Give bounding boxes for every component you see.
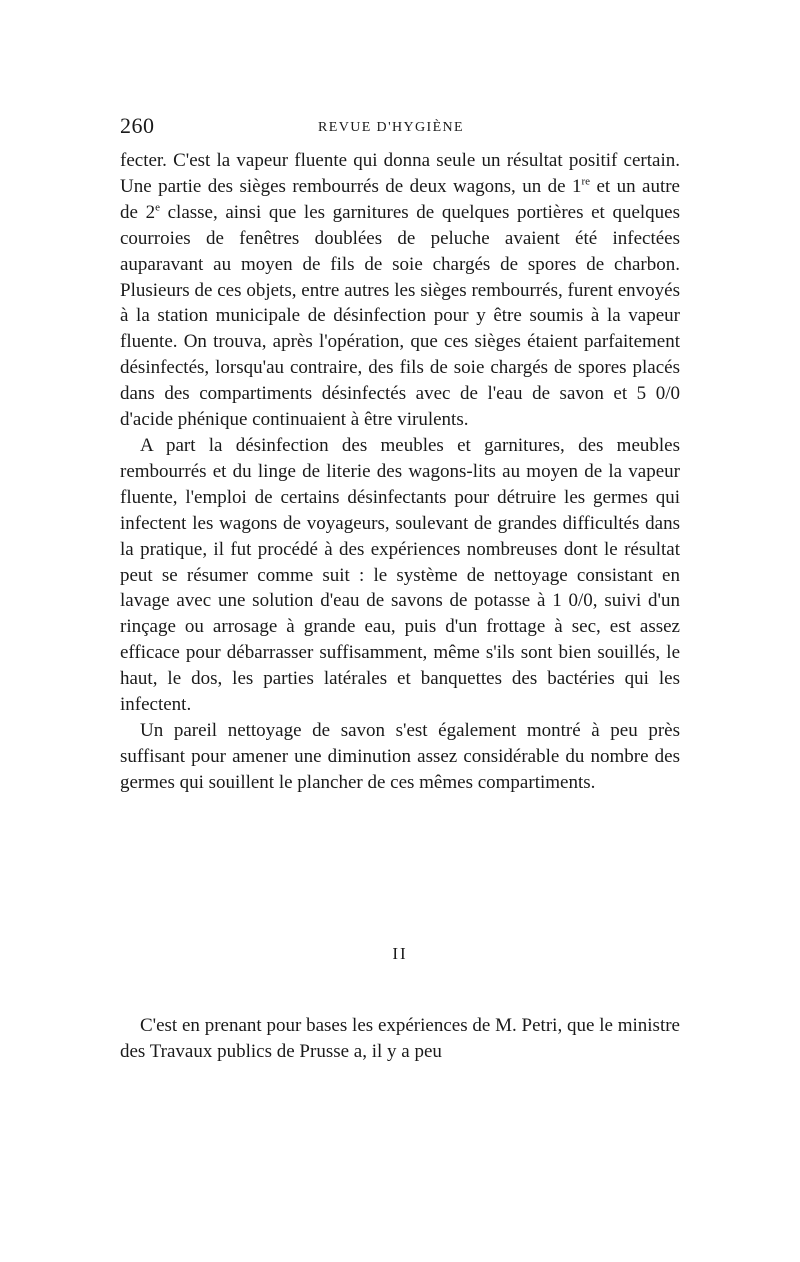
section-paragraph: C'est en prenant pour bases les expériences de M. Petri, que le ministre des Travaux publics de Prusse a, il y a peu: [120, 1015, 680, 1062]
section-heading: II: [392, 944, 408, 963]
page-number: 260: [120, 113, 155, 138]
paragraph-2: A part la désinfection des meubles et garnitures, des meubles rembourrés et du linge de literie des wagons-lits au moyen de la vapeur fluente, l'emploi de certains désinfectants pour détruire les germes qui infectent les wagons de voyageurs, soulevant de grandes difficultés dans la pratique, il fut procédé à des expériences nombreuses dont le résultat peut se résumer comme suit : le système de nettoyage consistant en lavage avec une solution d'eau de savons de potasse à 1 0/0, suivi d'un rinçage ou arrosage à grande eau, puis d'un frottage à sec, est assez efficace pour débarrasser suffisamment, même s'ils sont bien souillés, le haut, le dos, les parties latérales et banquettes des bactéries qui les infectent.: [120, 434, 680, 716]
page-header: [120, 113, 680, 143]
paragraph-1: fecter. C'est la vapeur fluente qui donna seule un résultat positif certain. Une partie des sièges rembourrés de deux wagons, un de 1re et un autre de 2e classe, ainsi que les garnitures de quelques portières et quelques courroies de fenêtres doublées de peluche avaient été infectées auparavant au moyen de fils de soie chargés de spores de charbon. Plusieurs de ces objets, entre autres les sièges rembourrés, furent envoyés à la station municipale de désinfection pour y être soumis à la vapeur fluente. On trouva, après l'opération, que ces sièges étaient parfaitement désinfectés, lorsqu'au contraire, des fils de soie chargés de spores placés dans des compartiments désinfectés avec de l'eau de savon et 5 0/0 d'acide phénique continuaient à être virulents.: [120, 150, 680, 431]
running-title: REVUE D'HYGIÈNE: [318, 120, 465, 135]
body-text: [120, 148, 680, 796]
section-body-text: [120, 1013, 680, 1065]
paragraph-3: Un pareil nettoyage de savon s'est également montré à peu près suffisant pour amener une diminution assez considérable du nombre des germes qui souillent le plancher de ces mêmes compartiments.: [120, 719, 680, 793]
